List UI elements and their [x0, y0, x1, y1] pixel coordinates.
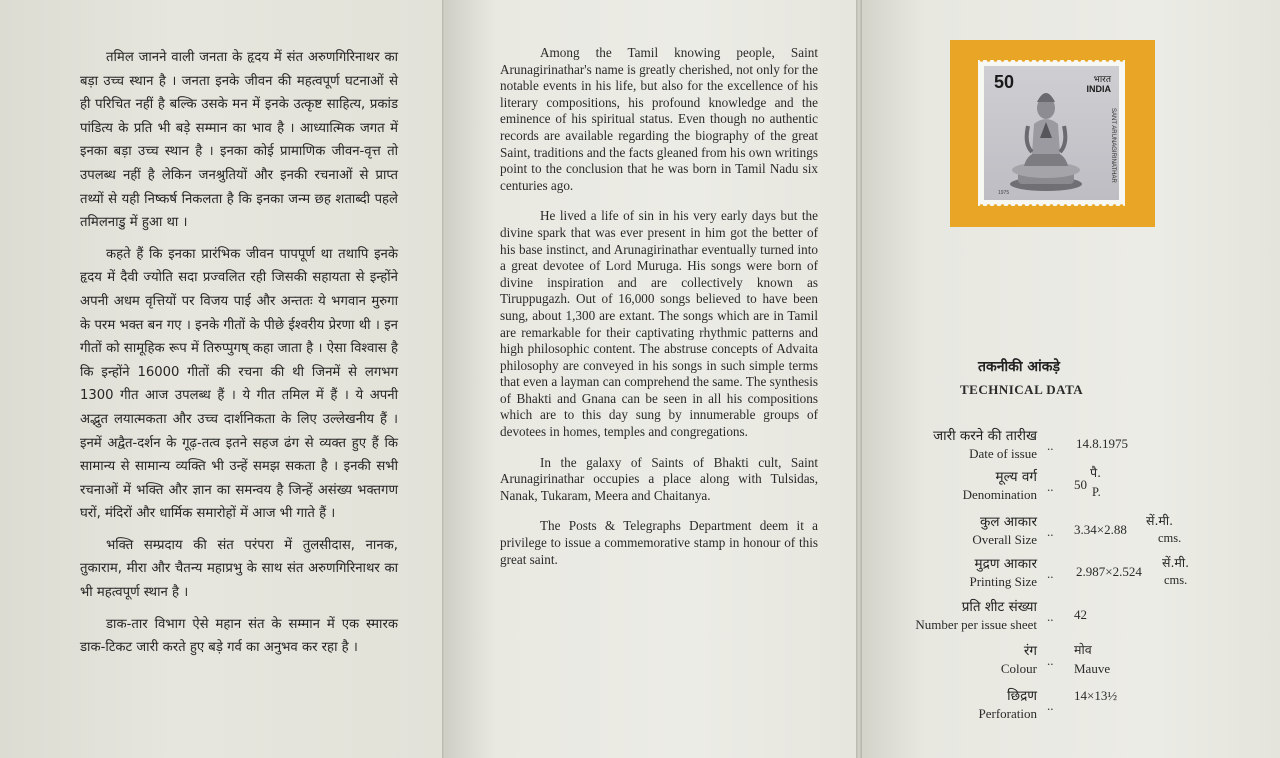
row-colour — [862, 641, 1280, 681]
hindi-text-block — [80, 46, 398, 668]
unit-hindi: सें.मी. — [1162, 555, 1190, 570]
separator: .. — [1047, 566, 1054, 581]
english-paragraph-1: Among the Tamil knowing people, Saint Arunagirinathar's name is greatly cherished, not only for the notable events in his life, but also for the excellence of his literary compositions, his profound knowledge and the eminence of his spiritual status. Even though no authentic records are available regarding the biography of the great Saint, traditions and the facts gleaned from his own writings point to the conclusion that he was born in Tamil Nadu six centuries ago. — [500, 45, 818, 193]
label-english: Date of issue — [969, 446, 1037, 461]
row-overall-size — [862, 512, 1280, 552]
saint-statue-icon — [984, 66, 1119, 200]
english-paragraph-3: In the galaxy of Saints of Bhakti cult, Saint Arunagirinathar occupies a place along with Tulsidas, Nanak, Tukaram, Meera and Chaitanya. — [500, 454, 818, 503]
value: 50 — [1074, 477, 1087, 492]
label-hindi: रंग — [1023, 643, 1037, 659]
separator: .. — [1047, 698, 1054, 713]
separator: .. — [1047, 524, 1054, 539]
value: 14.8.1975 — [1076, 436, 1128, 451]
label-english: Colour — [1000, 661, 1037, 676]
hindi-paragraph-3: भक्ति सम्प्रदाय की संत परंपरा में तुलसीदास, नानक, तुकाराम, मीरा और चैतन्य महाप्रभु के साथ संत अरुणगिरिनाथर का भी महत्वपूर्ण स्थान है । — [80, 537, 398, 601]
hindi-paragraph-4: डाक-तार विभाग ऐसे महान संत के सम्मान में एक स्मारक डाक-टिकट जारी करते हुए बड़े गर्व का अनुभव कर रहा है । — [80, 616, 398, 656]
value: 2.987×2.524 — [1076, 564, 1142, 579]
stamp-country-english: INDIA — [1086, 84, 1111, 94]
unit-hindi: सें.मी. — [1146, 513, 1174, 528]
unit-english: P. — [1092, 485, 1101, 499]
stamp-perforation-bottom — [978, 204, 1125, 208]
stamp-caption: SANT ARUNAGIRINATHAR — [1110, 108, 1116, 183]
postage-stamp — [978, 60, 1125, 206]
stamp-country-hindi: भारत — [1093, 75, 1111, 85]
stamp-perforation-top — [978, 58, 1125, 62]
value-hindi: मोव — [1074, 642, 1092, 657]
unit-english: cms. — [1158, 531, 1182, 545]
row-number-per-sheet — [862, 597, 1280, 637]
unit-english: cms. — [1164, 573, 1188, 587]
separator: .. — [1047, 479, 1054, 494]
value: Mauve — [1074, 661, 1111, 676]
row-printing-size — [862, 554, 1280, 594]
hindi-panel — [0, 0, 442, 758]
technical-heading-english: TECHNICAL DATA — [960, 382, 1084, 397]
label-hindi: जारी करने की तारीख — [933, 428, 1037, 444]
stamp-year: 1975 — [998, 190, 1010, 196]
value: 42 — [1074, 607, 1087, 622]
value: 3.34×2.88 — [1074, 522, 1127, 537]
unit-hindi: पै. — [1090, 465, 1102, 480]
stamp-mount — [950, 40, 1155, 227]
stamp-value: 50 — [994, 72, 1015, 92]
label-hindi: प्रति शीट संख्या — [961, 599, 1037, 615]
hindi-paragraph-2: कहते हैं कि इनका प्रारंभिक जीवन पापपूर्ण था तथापि इनके हृदय में दैवी ज्योति सदा प्रज्वलित रही जिसकी सहायता से इन्होंने अपनी अधम वृत्तियों पर विजय पाई और अन्ततः ये भगवान मुरुगा के परम भक्त बन गए । इनके गीतों के पीछे ईश्वरीय प्रेरणा थी । इन गीतों को सामूहिक रूप में तिरुप्पुगष् कहा जाता है । ऐसा विश्वास है कि इन्होंने 16000 गीतों की रचना की थी जिनमें से लगभग 1300 गीत आज उपलब्ध हैं । ये गीत तमिल में हैं । ये अपनी अद्भुत लयात्मकता और उच्च दार्शनिकता के लिए उल्लेखनीय हैं । इनमें अद्वैत-दर्शन के गूढ़-तत्व इतने सहज ढंग से व्यक्त हुए हैं कि सामान्य से सामान्य व्यक्ति भी उन्हें समझ सकता है । इनकी सभी रचनाओं में भक्ति और ज्ञान का समन्वय है जिन्हें असंख्य भक्तगण घरों, मंदिरों और धार्मिक समारोहों में आज भी गाते हैं । — [80, 246, 398, 522]
label-english: Denomination — [962, 487, 1037, 502]
label-english: Printing Size — [969, 574, 1037, 589]
label-english: Number per issue sheet — [915, 617, 1037, 632]
technical-panel — [862, 0, 1280, 758]
value: 14×13½ — [1074, 688, 1118, 703]
label-hindi: मुद्रण आकार — [974, 556, 1037, 572]
separator: .. — [1047, 653, 1054, 668]
label-english: Overall Size — [972, 532, 1037, 547]
label-hindi: छिद्रण — [1007, 688, 1037, 704]
row-date-of-issue — [862, 426, 1280, 466]
technical-heading-hindi: तकनीकी आंकड़े — [978, 359, 1060, 375]
row-denomination — [862, 467, 1280, 507]
row-perforation — [862, 686, 1280, 726]
separator: .. — [1047, 609, 1054, 624]
english-panel — [446, 0, 858, 758]
stamp-design — [984, 66, 1119, 200]
label-hindi: कुल आकार — [980, 514, 1037, 530]
separator: .. — [1047, 438, 1054, 453]
label-hindi: मूल्य वर्ग — [995, 469, 1037, 485]
hindi-paragraph-1: तमिल जानने वाली जनता के हृदय में संत अरुणगिरिनाथर का बड़ा उच्च स्थान है । जनता इनके जीवन की महत्वपूर्ण घटनाओं से ही परिचित नहीं है बल्कि उसके मन में इनके उत्कृष्ट साहित्य, प्रकांड पांडित्य के प्रति भी बड़े सम्मान का भाव है । आध्यात्मिक जगत में इनका बड़ा उच्च स्थान है । इनका कोई प्रामाणिक जीवन-वृत्त तो उपलब्ध नहीं है लेकिन जनश्रुतियों और इनकी रचनाओं से प्राप्त तथ्यों से यही निष्कर्ष निकलता है कि इनका जन्म छह शताब्दी पहले तमिलनाडु में हुआ था । — [80, 50, 398, 231]
english-text-block — [500, 45, 818, 582]
english-paragraph-2: He lived a life of sin in his very early days but the divine spark that was ever present in him got the better of his base instinct, and Arunagirinathar eventually turned into a great devotee of Lord Muruga. His songs were born of divine inspiration and are collectively known as Tiruppugazh. Out of 16,000 songs believed to have been sung, about 1,300 are extant. The songs which are in Tamil are remarkable for their captivating rhythmic patterns and high philosophic content. The abstruse concepts of Advaita philosophy are conveyed in his songs in such simple terms that even a layman can comprehend the same. The synthesis of Bhakti and Gnana can be seen in all his compositions which are to this day sung by innumerable groups of devotees in homes, temples and congregations. — [500, 208, 818, 440]
label-english: Perforation — [978, 706, 1037, 721]
english-paragraph-4: The Posts & Telegraphs Department deem it a privilege to issue a commemorative stamp in honour of this great saint. — [500, 518, 818, 567]
